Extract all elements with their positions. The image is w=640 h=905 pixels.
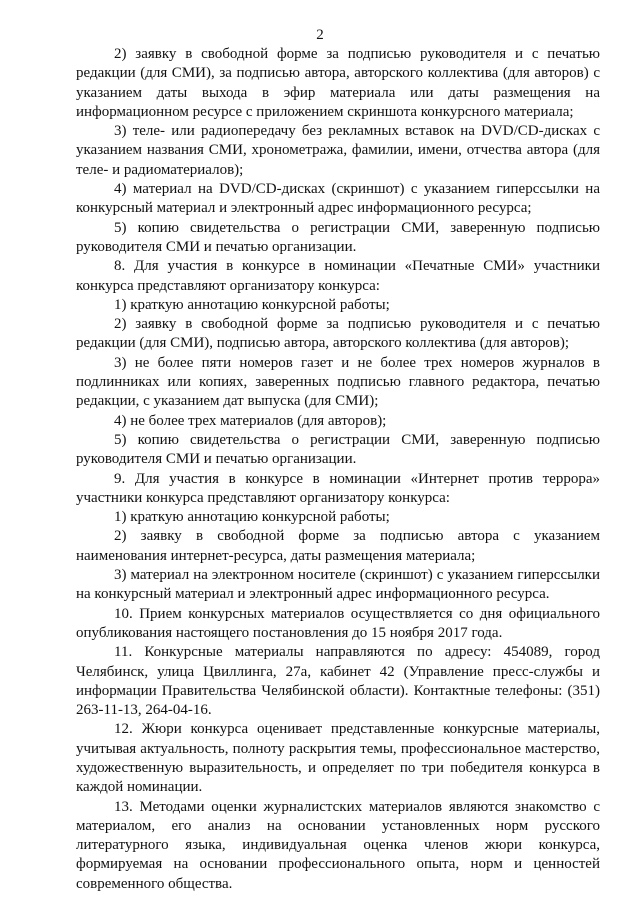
paragraph-item-4-dvd-material: 4) материал на DVD/CD-дисках (скриншот) с указанием гиперссылки на конкурсный материал и электронный адрес информационного ресурса; [76,181,600,217]
paragraph-clause-10: 10. Прием конкурсных материалов осуществляется со дня официального опубликования настоящего постановления до 15 ноября 2017 года. [76,605,600,641]
paragraph-clause-11: 11. Конкурсные материалы направляются по адресу: 454089, город Челябинск, улица Цвиллинга, 27а, кабинет 42 (Управление пресс-службы и информации Правительства Челябинской области). Контактные телефоны: (351) 263-11-13, 264-04-16. [76,644,600,719]
paragraph-clause-9-item-1: 1) краткую аннотацию конкурсной работы; [114,509,390,526]
paragraph-clause-8-item-4: 4) не более трех материалов (для авторов); [114,412,387,429]
paragraph-clause-9: 9. Для участия в конкурсе в номинации «Интернет против террора» участники конкурса представляют организатору конкурса: [76,470,600,506]
document-body [76,45,600,894]
page-number: 2 [316,27,324,43]
paragraph-clause-9-item-3: 3) материал на электронном носителе (скриншот) с указанием гиперссылки на конкурсный материал и электронный адрес информационного ресурса. [76,567,600,603]
paragraph-item-2-application: 2) заявку в свободной форме за подписью руководителя и с печатью редакции (для СМИ), за подписью автора, авторского коллектива (для авторов) с указанием даты выхода в эфир материала или даты размещения на информационном ресурсе с приложением скриншота конкурсного материала; [76,46,600,120]
paragraph-clause-13: 13. Методами оценки журналистских материалов являются знакомство с материалом, его анализ на основании установленных норм русского литературного языка, индивидуальная оценка членов жюри конкурса, формируемая на основании профессионального опыта, норм и ценностей современного общества. [76,798,600,892]
paragraph-clause-8-item-5: 5) копию свидетельства о регистрации СМИ, заверенную подписью руководителя СМИ и печатью организации. [76,431,600,468]
paragraph-item-5-registration-copy: 5) копию свидетельства о регистрации СМИ, заверенную подписью руководителя СМИ и печатью организации. [76,219,600,255]
paragraph-item-3-tv-radio: 3) теле- или радиопередачу без рекламных вставок на DVD/CD-дисках с указанием названия СМИ, хронометража, фамилии, имени, отчества автора (для теле- и радиоматериалов); [76,123,600,178]
paragraph-clause-8-item-2: 2) заявку в свободной форме за подписью руководителя и с печатью редакции (для СМИ), подписью автора, авторского коллектива (для авторов); [76,316,600,352]
paragraph-clause-8-item-3: 3) не более пяти номеров газет и не более трех номеров журналов в подлинниках или копиях, заверенных подписью главного редактора, печатью редакции, с указанием дат выпуска (для СМИ); [76,354,600,410]
paragraph-clause-8-item-1: 1) краткую аннотацию конкурсной работы; [114,296,390,313]
paragraph-clause-8: 8. Для участия в конкурсе в номинации «Печатные СМИ» участники конкурса представляют организатору конкурса: [76,258,600,294]
paragraph-clause-12: 12. Жюри конкурса оценивает представленные конкурсные материалы, учитывая актуальность, полноту раскрытия темы, профессиональное мастерство, художественную выразительность, и определяет по три победителя конкурса в каждой номинации. [76,721,600,796]
paragraph-clause-9-item-2: 2) заявку в свободной форме за подписью автора с указанием наименования интернет-ресурса, даты размещения материала; [76,528,600,564]
